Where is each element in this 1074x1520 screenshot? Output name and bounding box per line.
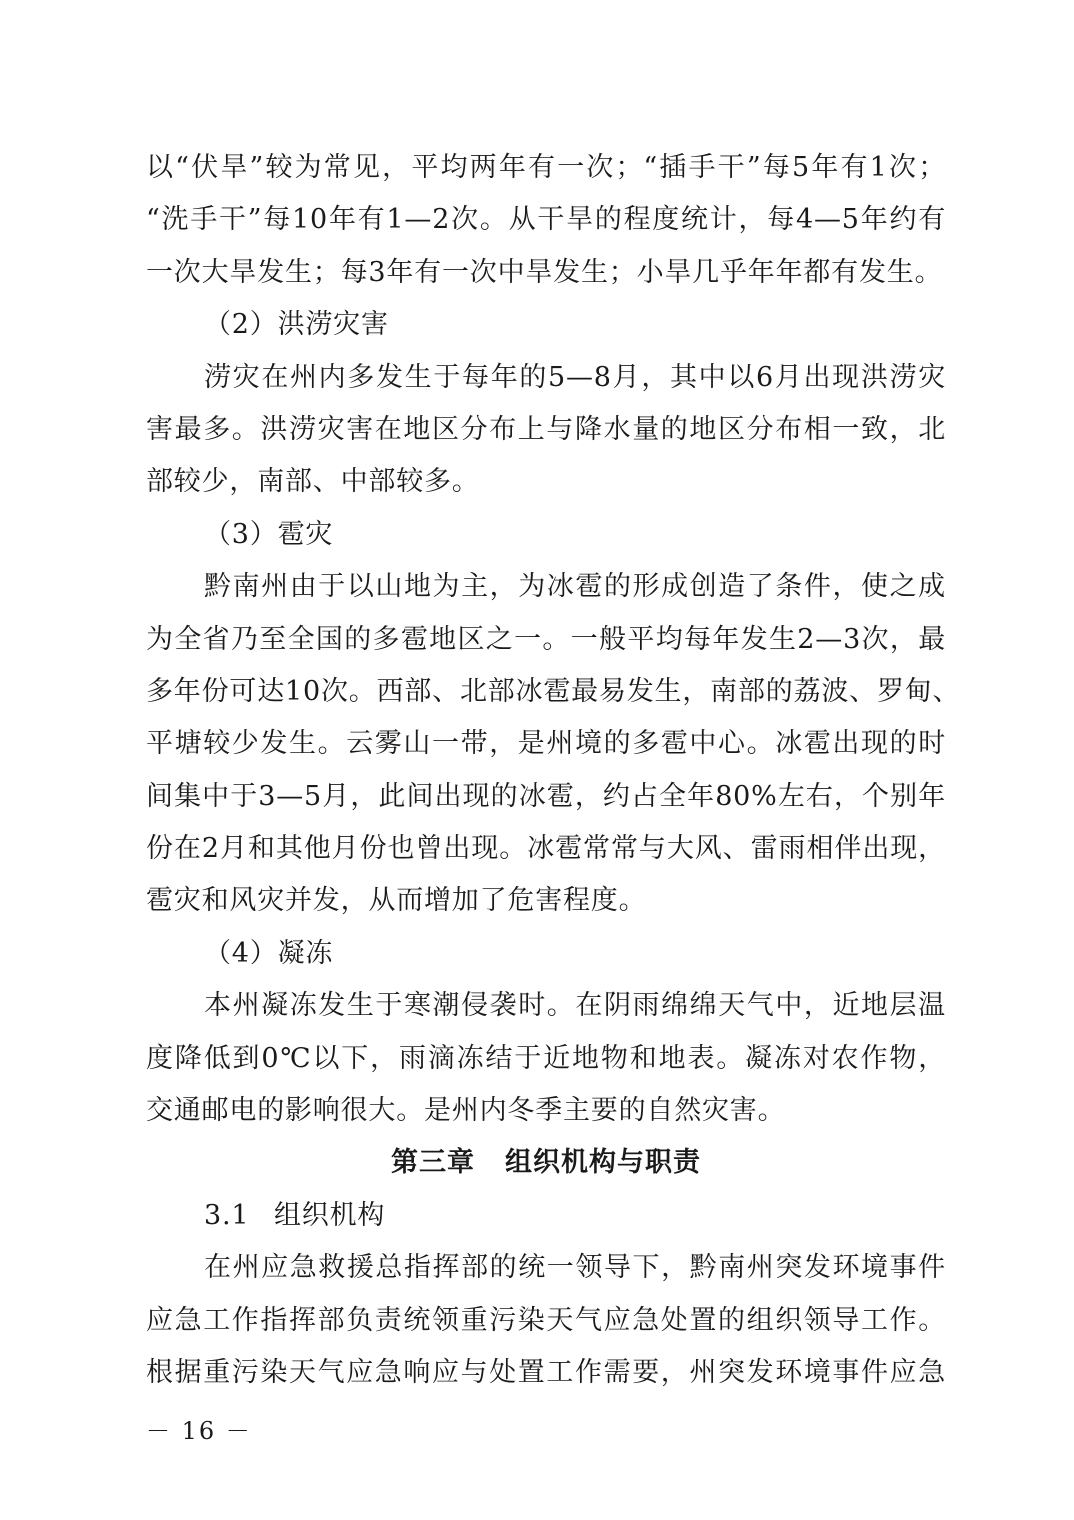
chapter-heading [146, 1137, 946, 1189]
paragraph-hail-line-2: 为全省乃至全国的多雹地区之一。一般平均每年发生2—3次，最 [146, 623, 946, 655]
paragraph-hail-line-6: 份在2月和其他月份也曾出现。冰雹常常与大风、雷雨相伴出现， [146, 833, 946, 865]
paragraph-drought-line-3: 一次大旱发生；每3年有一次中旱发生；小旱几乎年年都有发生。 [146, 256, 943, 288]
paragraph-org-line-3: 根据重污染天气应急响应与处置工作需要，州突发环境事件应急 [146, 1356, 946, 1388]
document-body [146, 142, 961, 1399]
paragraph-drought-line-1: 以“伏旱”较为常见，平均两年有一次；“插手干”每5年有1次； [146, 152, 946, 183]
paragraph-org-line-1: 在州应急救援总指挥部的统一领导下，黔南州突发环境事件 [204, 1252, 946, 1284]
paragraph-freeze-line-2: 度降低到0℃以下，雨滴冻结于近地物和地表。凝冻对农作物， [146, 1042, 946, 1074]
paragraph-flood-line-3: 部较少，南部、中部较多。 [146, 466, 480, 498]
chapter-number: 第三章 [391, 1147, 475, 1179]
paragraph-hail-line-4: 平塘较少发生。云雾山一带，是州境的多雹中心。冰雹出现的时 [146, 728, 946, 760]
paragraph-hail-line-3: 多年份可达10次。西部、北部冰雹最易发生，南部的荔波、罗甸、 [146, 675, 961, 707]
section-title: 组织机构 [274, 1199, 386, 1231]
paragraph-org-line-2: 应急工作指挥部负责统领重污染天气应急处置的组织领导工作。 [146, 1304, 946, 1336]
section-heading [146, 1190, 946, 1242]
page-number: － 16 － [146, 1417, 252, 1445]
paragraph-hail-line-7: 雹灾和风灾并发，从而增加了危害程度。 [146, 885, 647, 917]
chapter-title: 组织机构与职责 [505, 1147, 701, 1179]
subheading-flood: （2）洪涝灾害 [204, 309, 389, 341]
subheading-freeze: （4）凝冻 [204, 937, 334, 969]
paragraph-freeze-line-1: 本州凝冻发生于寒潮侵袭时。在阴雨绵绵天气中，近地层温 [204, 990, 946, 1022]
section-number: 3.1 [204, 1199, 250, 1231]
paragraph-freeze-line-3: 交通邮电的影响很大。是州内冬季主要的自然灾害。 [146, 1095, 786, 1127]
paragraph-flood-line-2: 害最多。洪涝灾害在地区分布上与降水量的地区分布相一致，北 [146, 413, 946, 445]
paragraph-flood-line-1: 涝灾在州内多发生于每年的5—8月，其中以6月出现洪涝灾 [204, 361, 946, 393]
subheading-hail: （3）雹灾 [204, 518, 334, 550]
paragraph-drought-line-2: “洗手干”每10年有1—2次。从干旱的程度统计，每4—5年约有 [146, 204, 946, 236]
paragraph-hail-line-1: 黔南州由于以山地为主，为冰雹的形成创造了条件，使之成 [204, 571, 946, 603]
paragraph-hail-line-5: 间集中于3—5月，此间出现的冰雹，约占全年80%左右，个别年 [146, 780, 946, 812]
